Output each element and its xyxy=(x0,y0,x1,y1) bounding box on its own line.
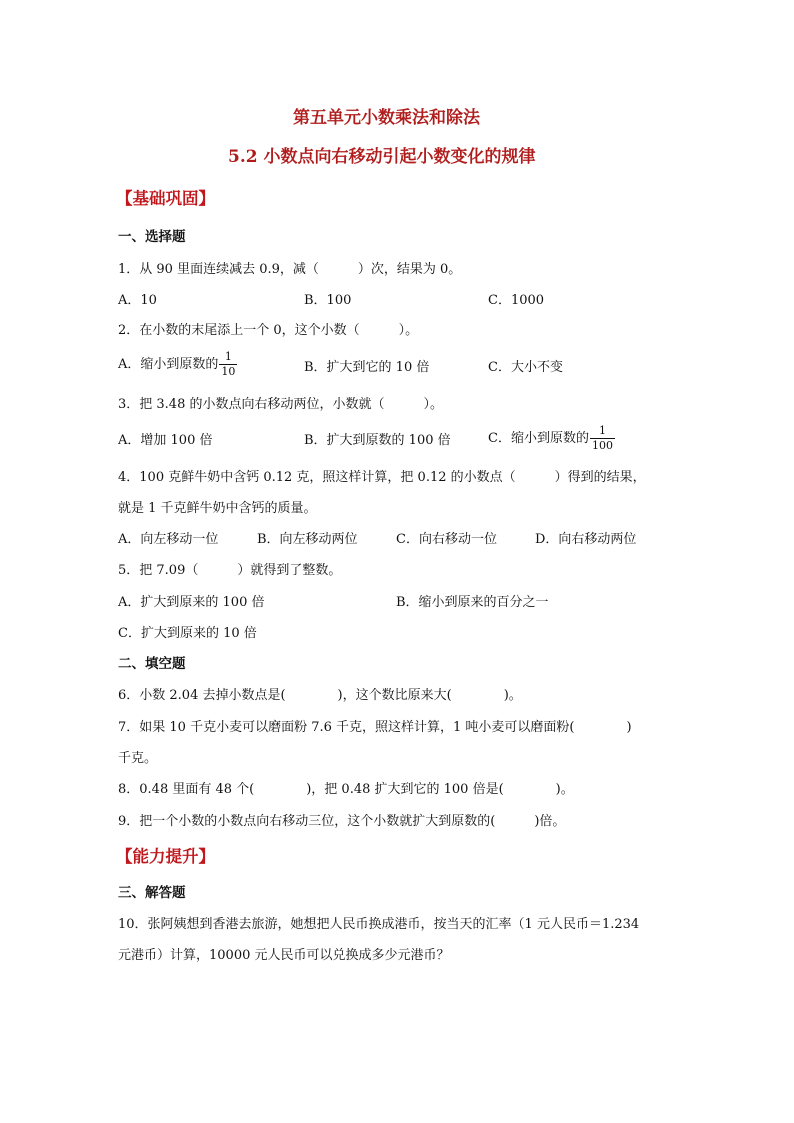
question-10-line-1: 10．张阿姨想到香港去旅游，她想把人民币换成港币，按当天的汇率（1 元人民币＝1.234 xyxy=(118,917,640,932)
question-10-line-2: 元港币）计算，10000 元人民币可以兑换成多少元港币？ xyxy=(118,948,450,963)
page-subtitle: 5.2 小数点向右移动引起小数变化的规律 xyxy=(228,147,536,167)
badge-advanced: 【能力提升】 xyxy=(116,847,215,866)
fraction xyxy=(590,425,615,451)
question-5: 5．把 7.09（ ）就得到了整数。 xyxy=(118,563,342,578)
q5-option-b: B．缩小到原来的百分之一 xyxy=(396,595,549,610)
q4-option-a: A．向左移动一位 xyxy=(118,532,219,547)
question-7-line-2: 千克。 xyxy=(118,751,158,766)
question-1: 1．从 90 里面连续减去 0.9，减（ ）次，结果为 0。 xyxy=(118,262,462,277)
fraction-denominator: 100 xyxy=(591,439,613,452)
q3-option-c-label: C．缩小到原数的 xyxy=(488,431,589,446)
question-4-line-2: 就是 1 千克鲜牛奶中含钙的质量。 xyxy=(118,501,317,516)
badge-basic: 【基础巩固】 xyxy=(116,189,215,208)
question-8: 8．0.48 里面有 48 个( )，把 0.48 扩大到它的 100 倍是( )。 xyxy=(118,782,574,797)
q5-option-a: A．扩大到原来的 100 倍 xyxy=(118,595,265,610)
q3-option-b: B．扩大到原数的 100 倍 xyxy=(304,433,451,448)
q2-option-a xyxy=(118,350,237,380)
section-answer: 三、解答题 xyxy=(118,885,186,901)
q2-option-a-label: A．缩小到原数的 xyxy=(118,357,219,372)
q5-option-c: C．扩大到原来的 10 倍 xyxy=(118,626,257,641)
page-title: 第五单元小数乘法和除法 xyxy=(293,108,480,128)
fraction-numerator: 1 xyxy=(224,350,232,364)
section-fill: 二、填空题 xyxy=(118,656,186,672)
q1-option-a: A．10 xyxy=(118,293,157,308)
section-choice: 一、选择题 xyxy=(118,229,186,245)
fraction-denominator: 10 xyxy=(221,365,236,378)
question-4-line-1: 4．100 克鲜牛奶中含钙 0.12 克，照这样计算，把 0.12 的小数点（ ）得到的结果， xyxy=(118,470,646,485)
q1-option-b: B．100 xyxy=(304,293,352,308)
q4-option-d: D．向右移动两位 xyxy=(535,532,637,547)
q1-option-c: C．1000 xyxy=(488,293,545,308)
question-7-line-1: 7．如果 10 千克小麦可以磨面粉 7.6 千克，照这样计算，1 吨小麦可以磨面粉( ) xyxy=(118,720,632,735)
q2-option-c: C．大小不变 xyxy=(488,360,563,375)
q3-option-a: A．增加 100 倍 xyxy=(118,433,213,448)
fraction xyxy=(219,351,237,377)
question-9: 9．把一个小数的小数点向右移动三位，这个小数就扩大到原数的( )倍。 xyxy=(118,814,566,829)
q4-option-b: B．向左移动两位 xyxy=(257,532,358,547)
fraction-numerator: 1 xyxy=(598,424,606,438)
question-3: 3．把 3.48 的小数点向右移动两位，小数就（ ）。 xyxy=(118,397,443,412)
question-6: 6．小数 2.04 去掉小数点是( )，这个数比原来大( )。 xyxy=(118,688,522,703)
question-2: 2．在小数的末尾添上一个 0，这个小数（ ）。 xyxy=(118,323,419,338)
q4-option-c: C．向右移动一位 xyxy=(396,532,497,547)
q3-option-c xyxy=(488,424,615,454)
q2-option-b: B．扩大到它的 10 倍 xyxy=(304,360,430,375)
